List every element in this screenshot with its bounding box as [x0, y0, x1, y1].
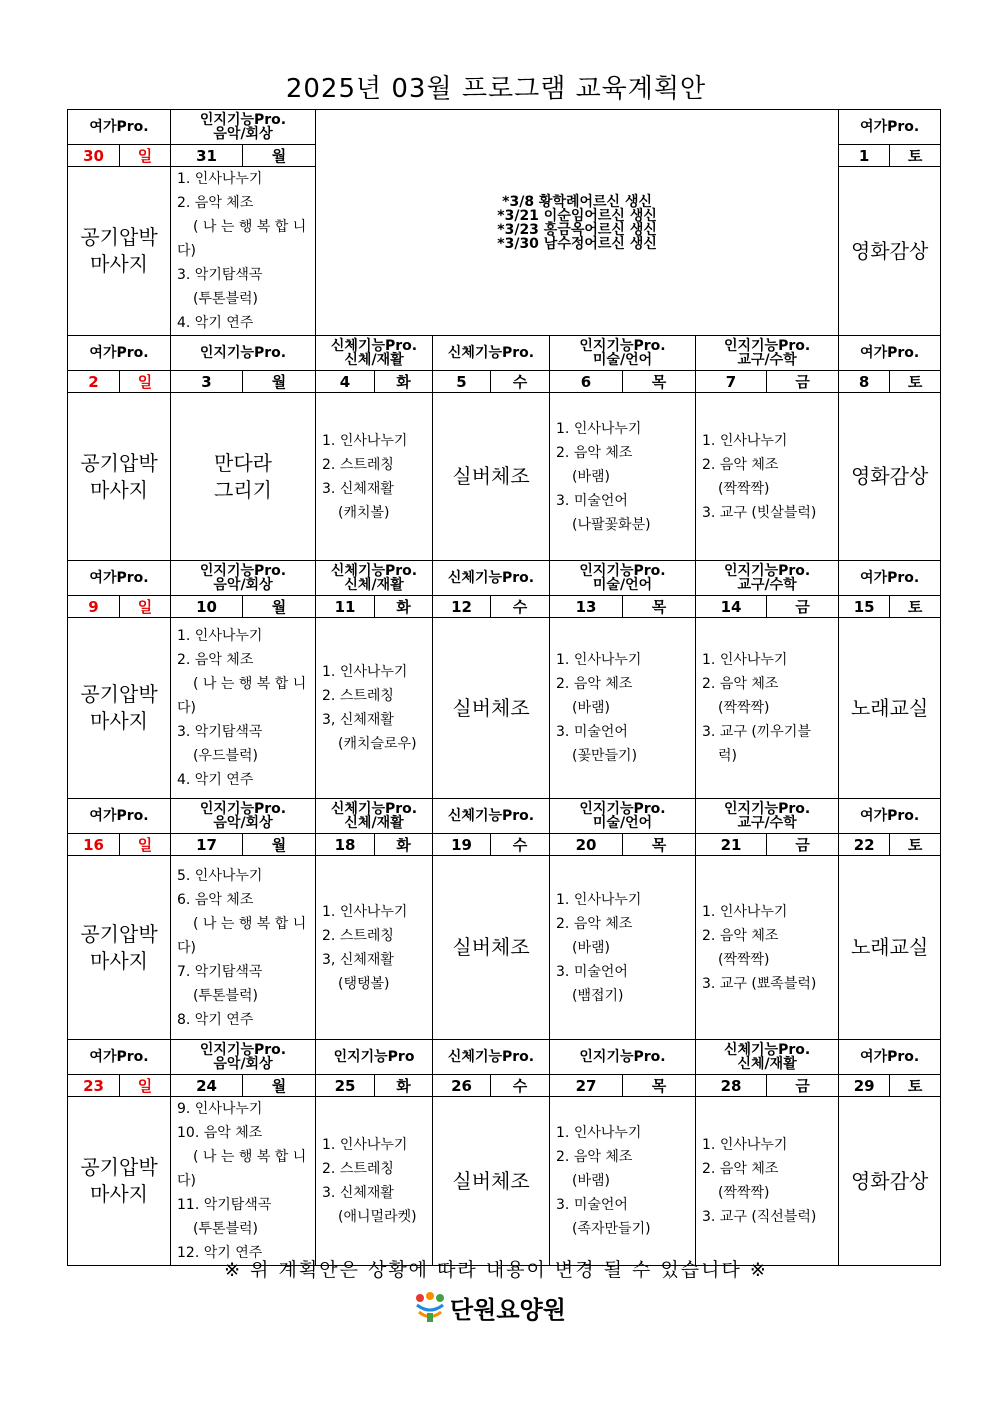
list-item: 3. 미술언어 — [556, 1197, 628, 1213]
list-item: 5. 인사나누기 — [177, 867, 263, 884]
program-list-cell — [696, 856, 839, 1040]
list-item: 4. 악기 연주 — [177, 772, 254, 788]
day-of-week: 토 — [890, 596, 941, 618]
list-item: 1. 인사나누기 — [702, 1137, 788, 1153]
list-item: 2. 음악 체조 — [556, 676, 633, 692]
list-item: 2. 스트레칭 — [322, 1161, 394, 1177]
program-activity-cell — [433, 1097, 550, 1266]
list-item: 1. 인사나누기 — [702, 903, 788, 920]
list-item: 10. 음악 체조 — [177, 1125, 263, 1141]
day-of-week: 월 — [243, 1075, 316, 1097]
list-item: 3. 미술언어 — [556, 724, 628, 740]
day-of-week: 일 — [120, 371, 171, 393]
program-activity-cell — [433, 393, 550, 561]
list-item: 1. 인사나누기 — [702, 652, 788, 668]
day-number: 22 — [839, 834, 890, 856]
list-item: 6. 음악 체조 — [177, 891, 254, 908]
day-number: 14 — [696, 596, 767, 618]
list-sub-item: 다) — [177, 1173, 196, 1189]
list-item: 1. 인사나누기 — [322, 1137, 408, 1153]
day-number: 19 — [433, 834, 491, 856]
list-item: 3. 미술언어 — [556, 963, 628, 980]
program-type-header — [433, 561, 550, 596]
program-list-cell — [171, 618, 316, 799]
program-type-header — [696, 799, 839, 834]
text-line: 신체/재활 — [737, 1056, 797, 1072]
program-activity-cell — [839, 1097, 941, 1266]
activity-name: 마사지 — [90, 709, 148, 733]
birthday-note: *3/8 황학례어르신 생신 — [502, 193, 652, 210]
day-number: 16 — [68, 834, 120, 856]
day-number: 31 — [171, 145, 243, 167]
day-of-week: 월 — [243, 145, 316, 167]
program-type-header — [433, 336, 550, 371]
list-item: 1. 인사나누기 — [702, 432, 788, 449]
list-sub-item: (캐치볼) — [338, 504, 390, 521]
list-item: 2. 음악 체조 — [177, 195, 254, 211]
list-sub-item: (투톤블럭) — [193, 987, 259, 1004]
program-type-header — [68, 1040, 171, 1075]
list-item: 1. 인사나누기 — [177, 628, 263, 644]
program-type-header — [68, 110, 171, 145]
activity-name: 실버체조 — [452, 1168, 530, 1193]
list-item: 3. 교구 (뾰족블럭) — [702, 975, 817, 992]
list-item: 2. 음악 체조 — [702, 456, 779, 473]
text-line: 음악/회상 — [213, 1056, 273, 1072]
activity-name: 실버체조 — [452, 464, 530, 488]
program-list-cell — [696, 618, 839, 799]
text-line: 신체기능Pro. — [447, 808, 535, 824]
day-of-week: 일 — [120, 1075, 171, 1097]
page-title: 2025년 03월 프로그램 교육계획안 — [285, 74, 707, 104]
program-type-header — [696, 1040, 839, 1075]
day-number: 8 — [839, 371, 890, 393]
list-sub-item: ( 나 는 행 복 합 니 — [193, 1149, 307, 1165]
program-type-header — [316, 799, 433, 834]
program-list-cell — [696, 393, 839, 561]
list-sub-item: (짝짝짝) — [718, 951, 770, 968]
day-of-week: 수 — [491, 596, 550, 618]
day-of-week: 월 — [243, 371, 316, 393]
program-type-header — [171, 336, 316, 371]
list-item: 3, 신체재활 — [322, 951, 394, 968]
day-number: 18 — [316, 834, 375, 856]
list-item: 2. 음악 체조 — [556, 915, 633, 932]
list-item: 2. 스트레칭 — [322, 927, 394, 944]
day-number: 17 — [171, 834, 243, 856]
list-sub-item: (투톤블럭) — [193, 291, 259, 307]
list-sub-item: (나팔꽃화분) — [572, 516, 651, 533]
day-number: 11 — [316, 596, 375, 618]
header-row — [68, 561, 941, 596]
list-item: 1. 인사나누기 — [322, 903, 408, 920]
header-row — [68, 110, 941, 145]
day-of-week: 목 — [623, 596, 696, 618]
list-sub-item: (바램) — [572, 1173, 610, 1189]
list-sub-item: (짝짝짝) — [718, 1185, 770, 1201]
program-type-header — [696, 336, 839, 371]
list-sub-item: (바램) — [572, 700, 610, 716]
text-line: 교구/수학 — [737, 815, 797, 831]
list-sub-item: (우드블럭) — [193, 748, 259, 764]
list-item: 2. 음악 체조 — [556, 1149, 633, 1165]
day-number: 25 — [316, 1075, 375, 1097]
text-line: 인지기능Pro. — [199, 112, 287, 128]
list-item: 3, 신체재활 — [322, 712, 394, 728]
program-calendar-table — [67, 109, 941, 1266]
list-sub-item: ( 나 는 행 복 합 니 — [193, 915, 307, 932]
activity-name: 노래교실 — [850, 935, 929, 959]
notes-cell — [316, 110, 839, 336]
program-activity-cell — [68, 618, 171, 799]
program-list-cell — [171, 1097, 316, 1266]
activity-name: 마사지 — [90, 1182, 148, 1206]
text-line: 신체/재활 — [344, 577, 404, 593]
footer-notice: ※ 위 계획안은 상황에 따라 내용이 변경 될 수 있습니다 ※ — [224, 1259, 768, 1281]
list-item: 2. 음악 체조 — [702, 1161, 779, 1177]
day-number: 28 — [696, 1075, 767, 1097]
list-item: 2. 음악 체조 — [702, 676, 779, 692]
activity-name: 공기압박 — [80, 1155, 158, 1179]
program-list-cell — [316, 393, 433, 561]
list-item: 3. 신체재활 — [322, 1185, 394, 1201]
list-item: 3. 미술언어 — [556, 492, 628, 509]
day-of-week: 일 — [120, 596, 171, 618]
text-line: 인지기능Pro. — [579, 563, 666, 579]
program-activity-cell — [839, 167, 941, 336]
program-type-header — [68, 336, 171, 371]
program-activity-cell — [68, 167, 171, 336]
day-of-week: 목 — [623, 834, 696, 856]
program-activity-cell — [433, 618, 550, 799]
list-sub-item: (족자만들기) — [572, 1221, 651, 1237]
text-line: 신체/재활 — [344, 815, 404, 831]
program-list-cell — [316, 1097, 433, 1266]
program-type-header — [433, 799, 550, 834]
program-activity-cell — [839, 393, 941, 561]
list-item: 3. 교구 (직선블럭) — [702, 1209, 817, 1225]
day-of-week: 화 — [375, 371, 433, 393]
list-sub-item: (뱀접기) — [572, 987, 624, 1004]
list-sub-item: (애니멀라켓) — [338, 1209, 417, 1225]
program-list-cell — [171, 167, 316, 336]
text-line: 여가Pro. — [89, 1049, 149, 1065]
activity-name: 그리기 — [214, 477, 272, 502]
day-number: 5 — [433, 371, 491, 393]
text-line: 여가Pro. — [860, 1049, 920, 1065]
text-line: 인지기능Pro. — [723, 801, 811, 817]
day-number: 24 — [171, 1075, 243, 1097]
day-of-week: 금 — [767, 834, 839, 856]
text-line: 인지기능Pro. — [579, 801, 666, 817]
text-line: 교구/수학 — [737, 352, 797, 368]
text-line: 여가Pro. — [89, 570, 149, 586]
program-type-header — [316, 561, 433, 596]
program-type-header — [550, 336, 696, 371]
program-type-header — [68, 799, 171, 834]
list-sub-item: (바램) — [572, 939, 610, 956]
program-list-cell — [696, 1097, 839, 1266]
list-sub-item: 다) — [177, 243, 196, 259]
list-item: 1. 인사나누기 — [322, 432, 408, 449]
day-number: 30 — [68, 145, 120, 167]
day-number: 15 — [839, 596, 890, 618]
list-item: 1. 인사나누기 — [322, 664, 408, 680]
text-line: 여가Pro. — [89, 808, 149, 824]
day-number: 29 — [839, 1075, 890, 1097]
birthday-note: *3/23 홍금옥어르신 생신 — [497, 221, 657, 238]
text-line: 신체기능Pro. — [447, 1049, 535, 1065]
program-type-header — [550, 561, 696, 596]
program-type-header — [171, 799, 316, 834]
date-row — [68, 596, 941, 618]
program-activity-cell — [839, 856, 941, 1040]
text-line: 인지기능Pro. — [199, 345, 287, 361]
program-type-header — [839, 110, 941, 145]
program-type-header — [171, 561, 316, 596]
day-of-week: 월 — [243, 596, 316, 618]
text-line: 여가Pro. — [89, 345, 149, 361]
list-item: 11. 악기탐색곡 — [177, 1197, 272, 1213]
day-of-week: 금 — [767, 596, 839, 618]
program-activity-cell — [839, 618, 941, 799]
day-number: 10 — [171, 596, 243, 618]
text-line: 인지기능Pro. — [579, 338, 666, 354]
activity-name: 마사지 — [90, 477, 148, 502]
list-sub-item: 다) — [177, 700, 196, 716]
program-activity-cell — [433, 856, 550, 1040]
list-item: 2. 음악 체조 — [702, 927, 779, 944]
program-list-cell — [550, 856, 696, 1040]
day-number: 21 — [696, 834, 767, 856]
text-line: 미술/언어 — [592, 577, 653, 593]
day-number: 2 — [68, 371, 120, 393]
program-list-cell — [316, 856, 433, 1040]
day-number: 6 — [550, 371, 623, 393]
program-type-header — [839, 799, 941, 834]
program-type-header — [550, 1040, 696, 1075]
activity-name: 영화감상 — [850, 1168, 929, 1193]
list-sub-item: ( 나 는 행 복 합 니 — [193, 219, 307, 235]
day-of-week: 금 — [767, 1075, 839, 1097]
list-item: 1. 인사나누기 — [556, 652, 642, 668]
activity-name: 마사지 — [90, 948, 148, 973]
day-of-week: 목 — [623, 1075, 696, 1097]
activity-name: 공기압박 — [80, 921, 158, 946]
activity-name: 마사지 — [90, 252, 148, 276]
text-line: 인지기능Pro. — [199, 563, 287, 579]
program-list-cell — [550, 1097, 696, 1266]
activity-name: 노래교실 — [850, 695, 929, 720]
activity-name: 실버체조 — [452, 935, 530, 959]
day-of-week: 토 — [890, 371, 941, 393]
brand-name: 단원요양원 — [450, 1295, 566, 1324]
date-row — [68, 1075, 941, 1097]
text-line: 신체기능Pro. — [447, 345, 535, 361]
date-row — [68, 834, 941, 856]
text-line: 음악/회상 — [213, 126, 273, 142]
program-type-header — [433, 1040, 550, 1075]
list-item: 2. 스트레칭 — [322, 456, 394, 473]
program-list-cell — [316, 618, 433, 799]
text-line: 인지기능Pro — [333, 1049, 415, 1065]
content-row — [68, 856, 941, 1040]
program-type-header — [550, 799, 696, 834]
activity-name: 공기압박 — [80, 682, 158, 706]
birthday-note: *3/30 남수정어르신 생신 — [497, 235, 657, 252]
day-of-week: 일 — [120, 834, 171, 856]
list-sub-item: (짝짝짝) — [718, 700, 770, 716]
list-item: 4. 악기 연주 — [177, 315, 254, 331]
list-sub-item: (짝짝짝) — [718, 480, 770, 497]
activity-name: 만다라 — [214, 450, 272, 475]
list-sub-item: (바램) — [572, 468, 610, 485]
day-of-week: 화 — [375, 1075, 433, 1097]
brand-mark-icon — [413, 1291, 447, 1323]
list-item: 3. 악기탐색곡 — [177, 267, 263, 283]
list-item: 8. 악기 연주 — [177, 1011, 254, 1028]
list-item: 3. 신체재활 — [322, 480, 394, 497]
content-row — [68, 393, 941, 561]
program-type-header — [316, 1040, 433, 1075]
day-number: 1 — [839, 145, 890, 167]
day-number: 7 — [696, 371, 767, 393]
text-line: 여가Pro. — [860, 570, 920, 586]
day-number: 3 — [171, 371, 243, 393]
text-line: 교구/수학 — [737, 577, 797, 593]
day-number: 13 — [550, 596, 623, 618]
day-of-week: 토 — [890, 145, 941, 167]
header-row — [68, 799, 941, 834]
day-of-week: 일 — [120, 145, 171, 167]
text-line: 인지기능Pro. — [723, 338, 811, 354]
list-item: 9. 인사나누기 — [177, 1101, 263, 1117]
list-sub-item: 럭) — [718, 748, 738, 764]
activity-name: 영화감상 — [850, 464, 929, 488]
header-row — [68, 336, 941, 371]
text-line: 인지기능Pro. — [579, 1049, 666, 1065]
text-line: 신체/재활 — [344, 352, 404, 368]
text-line: 여가Pro. — [860, 345, 920, 361]
day-of-week: 토 — [890, 834, 941, 856]
list-item: 1. 인사나누기 — [177, 171, 263, 187]
brand-logo — [413, 1290, 566, 1324]
day-of-week: 금 — [767, 371, 839, 393]
text-line: 신체기능Pro. — [330, 563, 418, 579]
date-row — [68, 371, 941, 393]
program-list-cell — [550, 393, 696, 561]
text-line: 신체기능Pro. — [723, 1042, 811, 1058]
day-number: 20 — [550, 834, 623, 856]
day-of-week: 월 — [243, 834, 316, 856]
program-activity-cell — [171, 393, 316, 561]
list-item: 3. 교구 (빗살블럭) — [702, 504, 817, 521]
program-type-header — [839, 336, 941, 371]
text-line: 신체기능Pro. — [330, 801, 418, 817]
list-item: 1. 인사나누기 — [556, 891, 642, 908]
birthday-note: *3/21 이순임어르신 생신 — [497, 207, 657, 224]
program-list-cell — [550, 618, 696, 799]
program-activity-cell — [68, 856, 171, 1040]
activity-name: 영화감상 — [850, 238, 929, 263]
day-number: 27 — [550, 1075, 623, 1097]
text-line: 음악/회상 — [213, 577, 273, 593]
day-number: 23 — [68, 1075, 120, 1097]
list-item: 2. 스트레칭 — [322, 688, 394, 704]
program-activity-cell — [68, 393, 171, 561]
text-line: 미술/언어 — [592, 815, 653, 831]
day-number: 26 — [433, 1075, 491, 1097]
program-type-header — [696, 561, 839, 596]
list-item: 1. 인사나누기 — [556, 420, 642, 437]
day-of-week: 수 — [491, 834, 550, 856]
content-row — [68, 618, 941, 799]
program-type-header — [171, 1040, 316, 1075]
day-of-week: 화 — [375, 834, 433, 856]
program-type-header — [316, 336, 433, 371]
list-item: 3. 교구 (끼우기블 — [702, 724, 811, 740]
text-line: 미술/언어 — [592, 352, 653, 368]
program-type-header — [839, 1040, 941, 1075]
list-sub-item: (꽃만들기) — [572, 748, 638, 764]
text-line: 신체기능Pro. — [330, 338, 418, 354]
day-of-week: 토 — [890, 1075, 941, 1097]
day-number: 9 — [68, 596, 120, 618]
activity-name: 공기압박 — [80, 450, 158, 475]
list-sub-item: (탱탱볼) — [338, 975, 390, 992]
text-line: 인지기능Pro. — [199, 1042, 287, 1058]
list-item: 1. 인사나누기 — [556, 1125, 642, 1141]
day-of-week: 목 — [623, 371, 696, 393]
list-sub-item: ( 나 는 행 복 합 니 — [193, 676, 307, 692]
list-sub-item: 다) — [177, 939, 196, 956]
header-row — [68, 1040, 941, 1075]
day-number: 12 — [433, 596, 491, 618]
content-row — [68, 1097, 941, 1266]
day-of-week: 수 — [491, 1075, 550, 1097]
text-line: 신체기능Pro. — [447, 570, 535, 586]
list-item: 2. 음악 체조 — [556, 444, 633, 461]
program-list-cell — [171, 856, 316, 1040]
text-line: 음악/회상 — [213, 815, 273, 831]
list-item: 12. 악기 연주 — [177, 1245, 263, 1261]
text-line: 여가Pro. — [860, 808, 920, 824]
day-of-week: 수 — [491, 371, 550, 393]
activity-name: 공기압박 — [80, 225, 158, 249]
text-line: 여가Pro. — [89, 119, 149, 135]
list-sub-item: (캐치슬로우) — [338, 736, 417, 752]
day-number: 4 — [316, 371, 375, 393]
program-activity-cell — [68, 1097, 171, 1266]
text-line: 인지기능Pro. — [723, 563, 811, 579]
day-of-week: 화 — [375, 596, 433, 618]
program-type-header — [68, 561, 171, 596]
list-sub-item: (투톤블럭) — [193, 1221, 259, 1237]
program-type-header — [171, 110, 316, 145]
list-item: 7. 악기탐색곡 — [177, 963, 263, 980]
list-item: 2. 음악 체조 — [177, 652, 254, 668]
text-line: 인지기능Pro. — [199, 801, 287, 817]
text-line: 여가Pro. — [860, 119, 920, 135]
program-type-header — [839, 561, 941, 596]
activity-name: 실버체조 — [452, 695, 530, 720]
list-item: 3. 악기탐색곡 — [177, 724, 263, 740]
